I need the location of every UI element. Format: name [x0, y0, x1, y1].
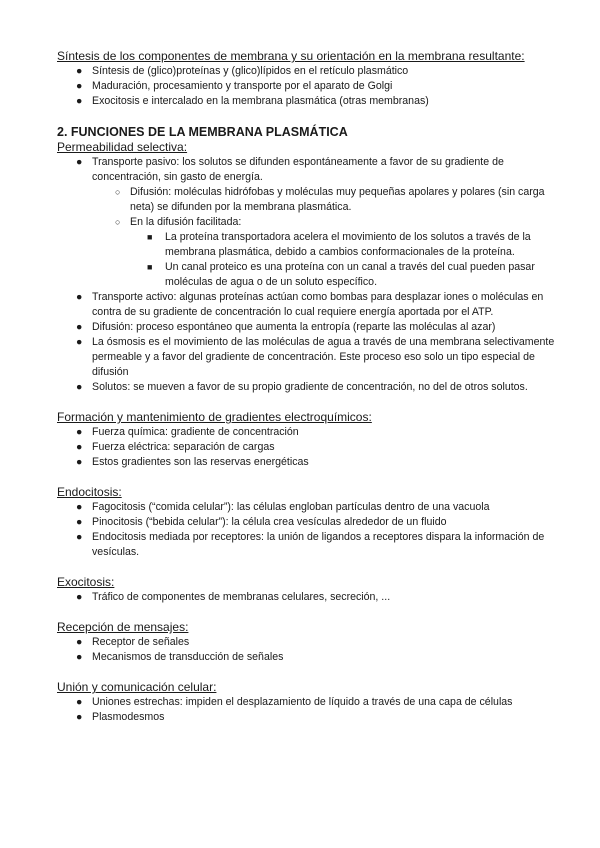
bullet-icon: ● [76, 591, 83, 603]
bullet-icon: ● [76, 651, 83, 663]
list-item: ● Fuerza química: gradiente de concentración [76, 426, 299, 438]
list-recepcion [57, 635, 560, 665]
bullet-icon: ● [76, 441, 83, 453]
square-bullet-icon: ■ [147, 232, 153, 242]
bullet-icon: ● [76, 636, 83, 648]
bullet-icon: ● [76, 456, 83, 468]
circle-bullet-icon: ○ [115, 187, 121, 197]
bullet-icon: ● [76, 80, 83, 92]
list-item: ● Fagocitosis (“comida celular”): las células engloban partículas dentro de una vacuola [76, 501, 490, 513]
section-title-gradientes: Formación y mantenimiento de gradientes electroquímicos: [57, 410, 372, 424]
square-bullet-icon: ■ [147, 262, 153, 272]
bullet-icon: ● [76, 426, 83, 438]
list-item: ● Fuerza eléctrica: separación de cargas [76, 441, 275, 453]
bullet-icon: ● [76, 516, 83, 528]
list-item: ● Mecanismos de transducción de señales [76, 651, 284, 663]
list-item: ○ Difusión: moléculas hidrófobas y moléculas muy pequeñas apolares y polares (sin carga neta) se difunden por la membrana plasmática. [115, 186, 545, 213]
list-item: ● Endocitosis mediada por receptores: la unión de ligandos a receptores dispara la información de vesículas. [76, 531, 545, 558]
list-item: ● Exocitosis e intercalado en la membrana plasmática (otras membranas) [76, 95, 429, 107]
bullet-icon: ● [76, 156, 83, 168]
list-item: ● Transporte activo: algunas proteínas actúan como bombas para desplazar iones o moléculas en contra de su gradiente de concentración lo cual requiere energía aportada por el ATP. [76, 291, 544, 318]
heading-funciones: 2. FUNCIONES DE LA MEMBRANA PLASMÁTICA [57, 125, 348, 139]
section-title-union: Unión y comunicación celular: [57, 680, 217, 694]
bullet-icon: ● [76, 95, 83, 107]
section-title-exocitosis: Exocitosis: [57, 575, 115, 589]
bullet-icon: ● [76, 711, 83, 723]
list-item: ● Solutos: se mueven a favor de su propio gradiente de concentración, no del de otros solutos. [76, 381, 528, 393]
list-item: ● Uniones estrechas: impiden el desplazamiento de líquido a través de una capa de células [76, 696, 513, 708]
list-sintesis [57, 64, 560, 109]
list-item: ● Pinocitosis (“bebida celular”): la célula crea vesículas alrededor de un fluido [76, 516, 447, 528]
bullet-icon: ● [76, 336, 83, 348]
list-item: ● Maduración, procesamiento y transporte por el aparato de Golgi [76, 80, 393, 92]
list-item: ● Difusión: proceso espontáneo que aumenta la entropía (reparte las moléculas al azar) [76, 321, 496, 333]
bullet-icon: ● [76, 291, 83, 303]
section-title-permeabilidad: Permeabilidad selectiva: [57, 140, 188, 154]
list-item: ● Tráfico de componentes de membranas celulares, secreción, ... [76, 591, 391, 603]
list-item: ■ Un canal proteico es una proteína con un canal a través del cual pueden pasar moléculas de agua o de un soluto específico. [147, 261, 535, 288]
list-union [57, 695, 560, 725]
list-item: ● Plasmodesmos [76, 711, 165, 723]
section-title-endocitosis: Endocitosis: [57, 485, 122, 499]
list-permeabilidad [57, 155, 560, 395]
circle-bullet-icon: ○ [115, 217, 121, 227]
list-item: ■ La proteína transportadora acelera el movimiento de los solutos a través de la membrana plasmática, debido a cambios conformacionales de la proteína. [147, 231, 531, 258]
bullet-icon: ● [76, 531, 83, 543]
list-item: ● Receptor de señales [76, 636, 190, 648]
section-title-recepcion: Recepción de mensajes: [57, 620, 189, 634]
list-gradientes [57, 425, 560, 470]
list-exocitosis [57, 590, 560, 605]
list-item: ● Síntesis de (glico)proteínas y (glico)lípidos en el retículo plasmático [76, 65, 409, 77]
bullet-icon: ● [76, 696, 83, 708]
list-item: ● Transporte pasivo: los solutos se difunden espontáneamente a favor de su gradiente de concentración, sin gasto de energía. [76, 156, 504, 183]
bullet-icon: ● [76, 65, 83, 77]
bullet-icon: ● [76, 501, 83, 513]
list-item: ● La ósmosis es el movimiento de las moléculas de agua a través de una membrana selectivamente permeable y a favor del gradiente de concentración. Este proceso eso solo un tipo especial de difusión [76, 336, 555, 378]
list-item: ● Estos gradientes son las reservas energéticas [76, 456, 309, 468]
section-title-sintesis: Síntesis de los componentes de membrana y su orientación en la membrana resultante: [57, 49, 525, 63]
list-item: ○ En la difusión facilitada: [115, 216, 242, 228]
bullet-icon: ● [76, 321, 83, 333]
bullet-icon: ● [76, 381, 83, 393]
list-endocitosis [57, 500, 560, 560]
